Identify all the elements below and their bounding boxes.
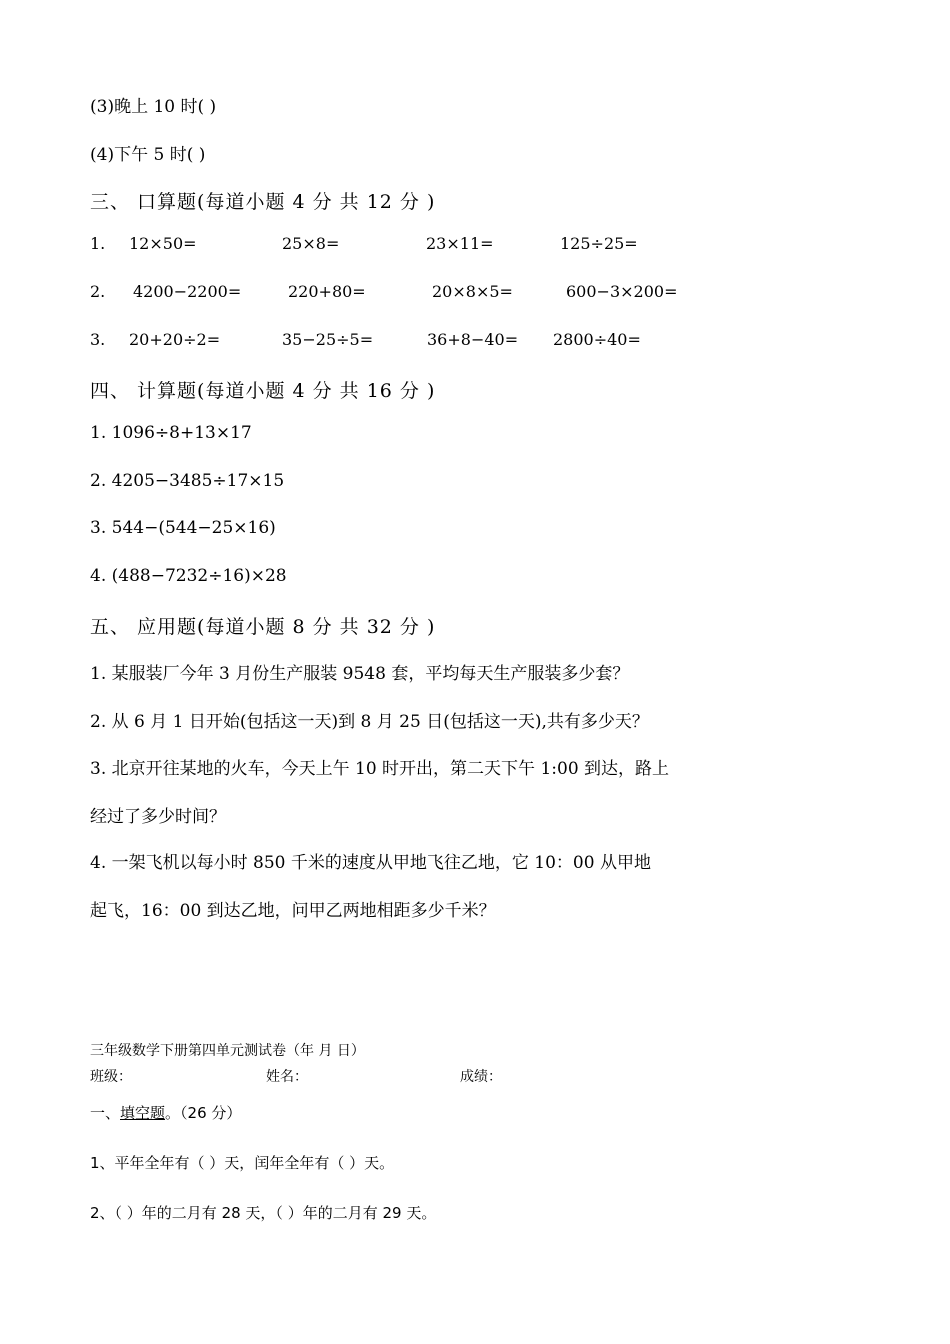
math-cell: 12×50= bbox=[129, 234, 197, 253]
math-cell: 23×11= bbox=[426, 234, 494, 253]
test-title: 三年级数学下册第四单元测试卷（年 月 日） bbox=[90, 1043, 365, 1059]
math-cell: 20+20÷2= bbox=[129, 330, 221, 349]
math-cell: 20×8×5= bbox=[432, 282, 513, 301]
math-cell: 125÷25= bbox=[560, 234, 638, 253]
word-problem-1: 1. 某服装厂今年 3 月份生产服装 9548 套，平均每天生产服装多少套？ bbox=[90, 664, 630, 684]
fill-question-1: 1、平年全年有（ ）天，闰年全年有（ ）天。 bbox=[90, 1154, 395, 1172]
calc-item-4: 4. (488−7232÷16)×28 bbox=[90, 566, 287, 586]
section-3-heading: 三、 口算题(每道小题 4 分 共 12 分 ) bbox=[90, 191, 436, 213]
row-number: 2. bbox=[90, 282, 106, 301]
calc-item-3: 3. 544−(544−25×16) bbox=[90, 518, 276, 538]
word-problem-2: 2. 从 6 月 1 日开始(包括这一天)到 8 月 25 日(包括这一天),共有多少天？ bbox=[90, 712, 649, 732]
score-label: 成绩： bbox=[460, 1069, 502, 1085]
calc-item-1: 1. 1096÷8+13×17 bbox=[90, 423, 252, 443]
word-problem-4-cont: 起飞，16：00 到达乙地，问甲乙两地相距多少千米？ bbox=[90, 901, 496, 921]
row-number: 1. bbox=[90, 234, 106, 253]
part-1-title: 填空题 bbox=[120, 1104, 166, 1122]
math-cell: 25×8= bbox=[282, 234, 340, 253]
name-label: 姓名： bbox=[266, 1069, 308, 1085]
part-1-prefix: 一、 bbox=[90, 1104, 121, 1122]
math-cell: 4200−2200= bbox=[133, 282, 242, 301]
section-4-heading: 四、 计算题(每道小题 4 分 共 16 分 ) bbox=[90, 380, 436, 402]
section-5-heading: 五、 应用题(每道小题 8 分 共 32 分 ) bbox=[90, 616, 436, 638]
math-cell: 35−25÷5= bbox=[282, 330, 374, 349]
fill-item-4: (4)下午 5 时( ) bbox=[90, 145, 206, 165]
math-cell: 220+80= bbox=[288, 282, 366, 301]
fill-item-3: (3)晚上 10 时( ) bbox=[90, 97, 217, 117]
calc-item-2: 2. 4205−3485÷17×15 bbox=[90, 471, 285, 491]
math-cell: 600−3×200= bbox=[566, 282, 678, 301]
row-number: 3. bbox=[90, 330, 106, 349]
word-problem-3: 3. 北京开往某地的火车，今天上午 10 时开出，第二天下午 1:00 到达，路上 bbox=[90, 759, 670, 779]
math-cell: 36+8−40= bbox=[427, 330, 519, 349]
fill-question-2: 2、（ ）年的二月有 28 天，（ ）年的二月有 29 天。 bbox=[90, 1204, 437, 1222]
math-cell: 2800÷40= bbox=[553, 330, 641, 349]
part-1-heading bbox=[90, 1102, 241, 1123]
word-problem-4: 4. 一架飞机以每小时 850 千米的速度从甲地飞往乙地，它 10：00 从甲地 bbox=[90, 853, 651, 873]
part-1-suffix: 。（26 分） bbox=[165, 1104, 242, 1122]
word-problem-3-cont: 经过了多少时间？ bbox=[90, 807, 226, 827]
class-label: 班级： bbox=[90, 1069, 132, 1085]
